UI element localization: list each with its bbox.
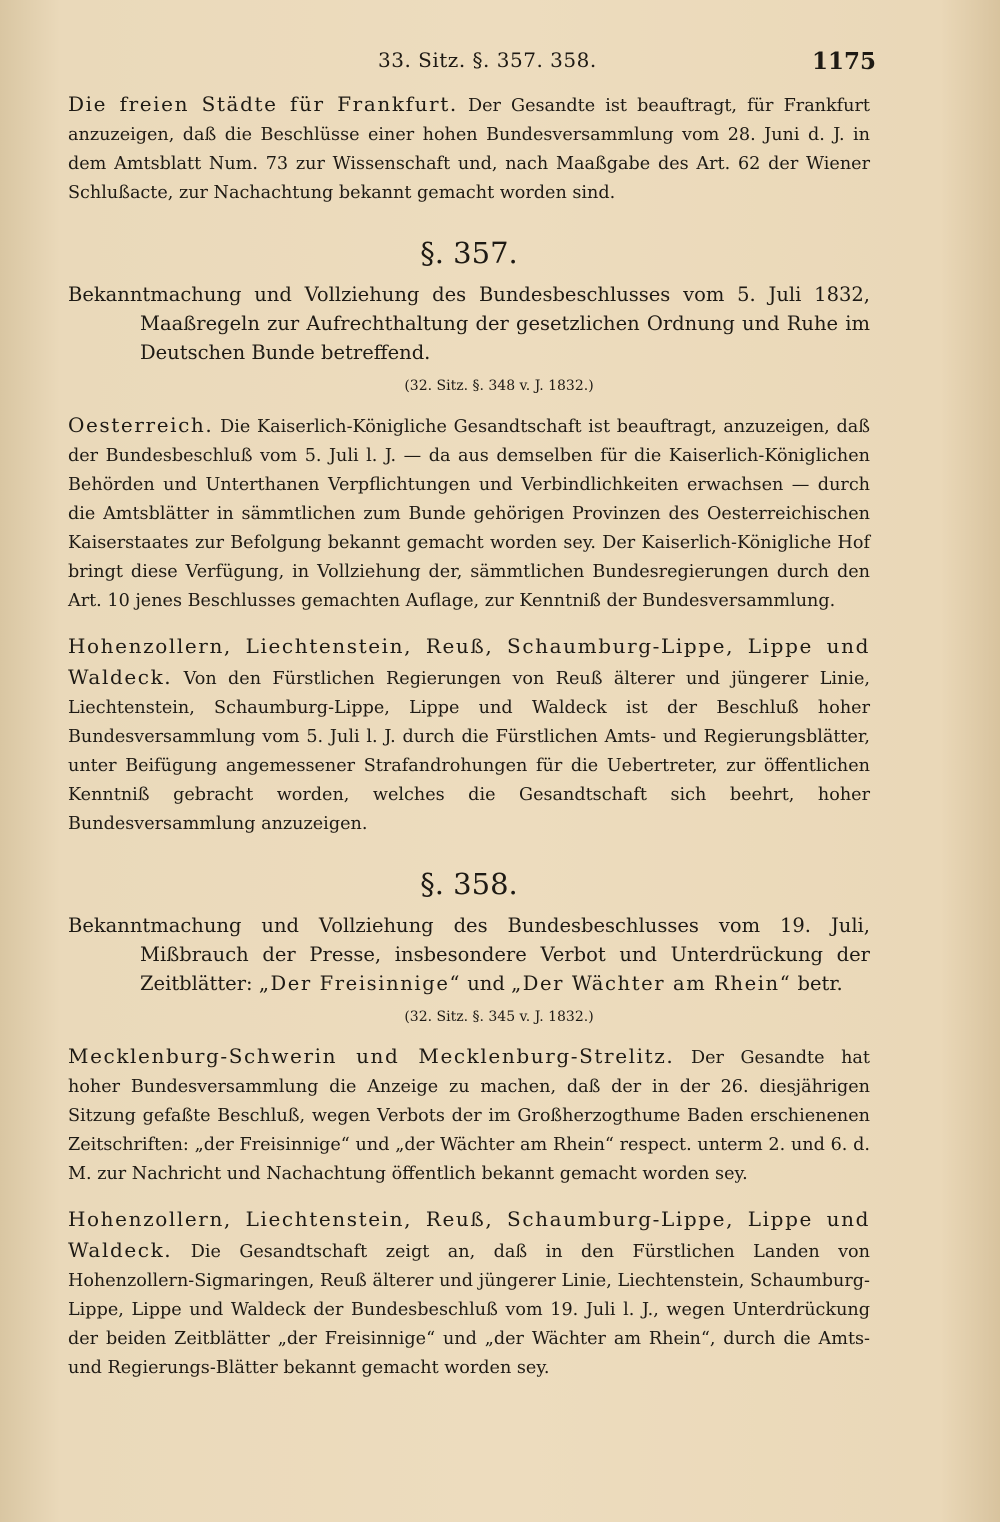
section-357-reference: (32. Sitz. §. 348 v. J. 1832.) [404, 378, 594, 394]
intro-text: Der Gesandte ist beauftragt, für Frankfurt anzuzeigen, daß die Beschlüsse einer hohen Bundesversammlung vom 28. Juni d. J. in dem Amtsblatt Num. 73 zur Wissenschaft und, nach Maaßgabe des Art. 62 der Wiener Schlußacte, zur Nachachtung bekannt gemacht worden sind. [68, 96, 870, 203]
section-358-paragraph-2 [68, 1205, 870, 1383]
section-358-heading-post: betr. [797, 972, 843, 995]
section-357-p1-text: Die Kaiserlich-Königliche Gesandtschaft ist beauftragt, anzuzeigen, daß der Bundesbeschluß vom 5. Juli l. J. — da aus demselben für die Kaiserlich-Königlichen Behörden und Unterthanen Verpflichtungen und Verbindlichkeiten erwachsen — durch die Amtsblätter in sämmtlichen zum Bunde gehörigen Provinzen des Oesterreichischen Kaiserstaates zur Befolgung bekannt gemacht worden sey. Der Kaiserlich-Königliche Hof bringt diese Verfügung, in Vollziehung der, sämmtlichen Bundesregierungen durch den Art. 10 jenes Beschlusses gemachten Auflage, zur Kenntniß der Bundesversammlung. [68, 417, 871, 611]
page-header [0, 48, 1000, 82]
section-358-paragraph-1 [68, 1042, 870, 1189]
section-358-p2-lead: Hohenzollern, Liechtenstein, Reuß, Schaumburg-Lippe, Lippe und Waldeck. [68, 1207, 870, 1262]
section-358-p1-text: Der Gesandte hat hoher Bundesversammlung die Anzeige zu machen, daß der in der 26. diesjährigen Sitzung gefaßte Beschluß, wegen Verbots der im Großherzogthume Baden erschienenen Zeitschriften: „der Freisinnige“ und „der Wächter am Rhein“ respect. unterm 2. und 6. d. M. zur Nachricht und Nachachtung öffentlich bekannt gemacht worden sey. [68, 1048, 870, 1184]
section-358-reference: (32. Sitz. §. 345 v. J. 1832.) [404, 1009, 594, 1025]
page-number: 1175 [812, 48, 877, 75]
section-357-paragraph-2 [68, 632, 870, 839]
section-358-p2-text: Die Gesandtschaft zeigt an, daß in den Fürstlichen Landen von Hohenzollern-Sigmaringen, Reuß älterer und jüngerer Linie, Liechtenstein, Schaumburg-Lippe, Lippe und Waldeck der Bundesbeschluß vom 19. Juli l. J., wegen Unterdrückung der beiden Zeitblätter „der Freisinnige“ und „der Wächter am Rhein“, durch die Amts- und Regierungs-Blätter bekannt gemacht worden sey. [68, 1242, 870, 1378]
section-357-heading: Bekanntmachung und Vollziehung des Bundesbeschlusses vom 5. Juli 1832, Maaßregeln zur Aufrechthaltung der gesetzlichen Ordnung und Ruhe im Deutschen Bunde betreffend. [68, 283, 870, 364]
section-358-p1-lead: Mecklenburg-Schwerin und Mecklenburg-Strelitz. [68, 1044, 675, 1068]
section-358-heading-pre: Bekanntmachung und Vollziehung des Bundesbeschlusses vom 19. Juli, Mißbrauch der Presse, insbesondere Verbot und Unterdrückung der Zeitblätter: [68, 914, 870, 995]
section-358-paper-2: „Der Wächter am Rhein“ [511, 972, 792, 995]
section-357-p2-lead: Hohenzollern, Liechtenstein, Reuß, Schaumburg-Lippe, Lippe und Waldeck. [68, 634, 870, 689]
page-content [68, 90, 870, 1399]
section-357-title: §. 357. [420, 236, 518, 270]
section-358-paper-1: „Der Freisinnige“ [258, 972, 462, 995]
section-358-title: §. 358. [420, 867, 518, 901]
section-358-heading [68, 911, 870, 998]
running-head: 33. Sitz. §. 357. 358. [378, 48, 597, 72]
intro-lead: Die freien Städte für Frankfurt. [68, 92, 458, 116]
section-357-p2-text: Von den Fürstlichen Regierungen von Reuß älterer und jüngerer Linie, Liechtenstein, Schaumburg-Lippe, Lippe und Waldeck ist der Beschluß hoher Bundesversammlung vom 5. Juli l. J. durch die Fürstlichen Amts- und Regierungsblätter, unter Beifügung angemessener Strafandrohungen für die Uebertreter, zur öffentlichen Kenntniß gebracht worden, welches die Gesandtschaft sich beehrt, hoher Bundesversammlung anzuzeigen. [68, 669, 871, 834]
intro-paragraph [68, 90, 870, 208]
section-357-p1-lead: Oesterreich. [68, 413, 214, 437]
section-357-paragraph-1 [68, 411, 870, 616]
section-358-heading-mid: und [467, 972, 505, 995]
